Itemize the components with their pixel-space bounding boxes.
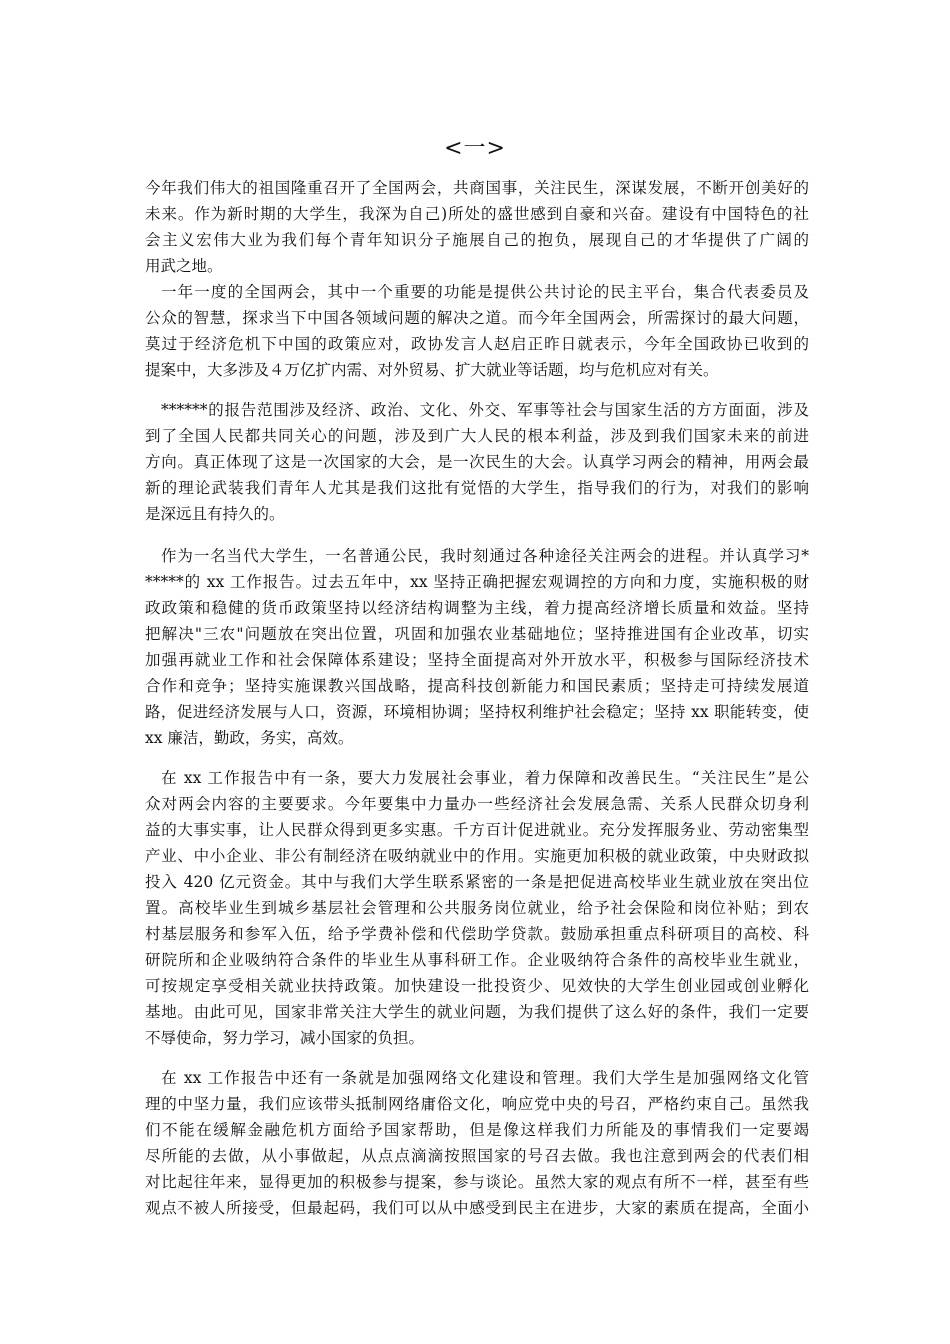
text-line: 合作和竞争；坚持实施课教兴国战略，提高科技创新能力和国民素质；坚持走可持续发展道: [145, 677, 809, 695]
text-line: 尽所能的去做，从小事做起，从点点滴滴按照国家的号召去做。我也注意到两会的代表们相: [145, 1147, 809, 1165]
paragraph-3: [145, 397, 809, 527]
paragraph-6: [145, 1065, 809, 1221]
text-line: 一年一度的全国两会，其中一个重要的功能是提供公共讨论的民主平台，集合代表委员及: [161, 283, 809, 301]
paragraph-4: [145, 543, 809, 751]
text-line: 莫过于经济危机下中国的政策应对，政协发言人赵启正昨日就表示，今年全国政协已收到的: [145, 335, 809, 353]
paragraph-5: [145, 765, 809, 1051]
text-line: 在 xx 工作报告中有一条，要大力发展社会事业，着力保障和改善民生。“关注民生”是公: [161, 769, 809, 787]
text-line: 政政策和稳健的货币政策坚持以经济结构调整为主线，着力提高经济增长质量和效益。坚持: [145, 599, 809, 617]
text-line: 把解决"三农"问题放在突出位置，巩固和加强农业基础地位；坚持推进国有企业改革，切实: [145, 625, 809, 643]
paragraph-1: [145, 175, 809, 279]
text-line: 公众的智慧，探求当下中国各领域问题的解决之道。而今年全国两会，所需探讨的最大问题，: [145, 309, 809, 327]
text-line: 方向。真正体现了这是一次国家的大会，是一次民生的大会。认真学习两会的精神，用两会最: [145, 453, 809, 471]
text-line: 在 xx 工作报告中还有一条就是加强网络文化建设和管理。我们大学生是加强网络文化管: [161, 1069, 809, 1087]
text-line: 研院所和企业吸纳符合条件的毕业生从事科研工作。企业吸纳符合条件的高校毕业生就业，: [145, 951, 809, 969]
text-line: ******的报告范围涉及经济、政治、文化、外交、军事等社会与国家生活的方方面面，涉及: [161, 401, 809, 419]
text-line: 新的理论武装我们青年人尤其是我们这批有觉悟的大学生，指导我们的行为，对我们的影响: [145, 479, 809, 497]
text-line: 们不能在缓解金融危机方面给予国家帮助，但是像这样我们力所能及的事情我们一定要竭: [145, 1121, 809, 1139]
text-line: *****的 xx 工作报告。过去五年中，xx 坚持正确把握宏观调控的方向和力度，实施积极的财: [145, 573, 809, 591]
text-line: 提案中，大多涉及４万亿扩内需、对外贸易、扩大就业等话题，均与危机应对有关。: [145, 361, 719, 379]
text-line: xx 廉洁，勤政，务实，高效。: [145, 729, 354, 747]
text-line: 众对两会内容的主要要求。今年要集中力量办一些经济社会发展急需、关系人民群众切身利: [145, 795, 809, 813]
text-line: 不辱使命，努力学习，减小国家的负担。: [145, 1029, 425, 1047]
text-line: 对比起往年来，显得更加的积极参与提案，参与谈论。虽然大家的观点有所不一样，甚至有些: [145, 1173, 809, 1191]
text-line: 用武之地。: [145, 257, 223, 275]
text-line: 会主义宏伟大业为我们每个青年知识分子施展自己的抱负，展现自己的才华提供了广阔的: [145, 231, 809, 249]
text-line: 加强再就业工作和社会保障体系建设；坚持全面提高对外开放水平，积极参与国际经济技术: [145, 651, 809, 669]
text-line: 到了全国人民都共同关心的问题，涉及到广大人民的根本利益，涉及到我们国家未来的前进: [145, 427, 809, 445]
text-line: 置。高校毕业生到城乡基层社会管理和公共服务岗位就业，给予社会保险和岗位补贴；到农: [145, 899, 809, 917]
text-line: 理的中坚力量，我们应该带头抵制网络庸俗文化，响应党中央的号召，严格约束自己。虽然我: [145, 1095, 809, 1113]
text-line: 基地。由此可见，国家非常关注大学生的就业问题，为我们提供了这么好的条件，我们一定要: [145, 1003, 809, 1021]
text-line: 产业、中小企业、非公有制经济在吸纳就业中的作用。实施更加积极的就业政策，中央财政拟: [145, 847, 809, 865]
text-line: 是深远且有持久的。: [145, 505, 285, 523]
text-line: 益的大事实事，让人民群众得到更多实惠。千方百计促进就业。充分发挥服务业、劳动密集型: [145, 821, 809, 839]
section-title: <一>: [444, 136, 506, 161]
text-line: 投入 420 亿元资金。其中与我们大学生联系紧密的一条是把促进高校毕业生就业放在突出位: [145, 873, 809, 891]
text-line: 可按规定享受相关就业扶持政策。加快建设一批投资少、见效快的大学生创业园或创业孵化: [145, 977, 809, 995]
text-line: 作为一名当代大学生，一名普通公民，我时刻通过各种途径关注两会的进程。并认真学习*: [161, 547, 809, 565]
paragraph-2: [145, 279, 809, 383]
text-line: 未来。作为新时期的大学生，我深为自己)所处的盛世感到自豪和兴奋。建设有中国特色的社: [145, 205, 809, 223]
text-line: 村基层服务和参军入伍，给予学费补偿和代偿助学贷款。鼓励承担重点科研项目的高校、科: [145, 925, 809, 943]
text-line: 今年我们伟大的祖国隆重召开了全国两会，共商国事，关注民生，深谋发展，不断开创美好的: [145, 179, 809, 197]
text-line: 观点不被人所接受，但最起码，我们可以从中感受到民主在进步，大家的素质在提高，全面小: [145, 1199, 809, 1217]
text-line: 路，促进经济发展与人口，资源，环境相协调；坚持权利维护社会稳定；坚持 xx 职能转变，使: [145, 703, 809, 721]
